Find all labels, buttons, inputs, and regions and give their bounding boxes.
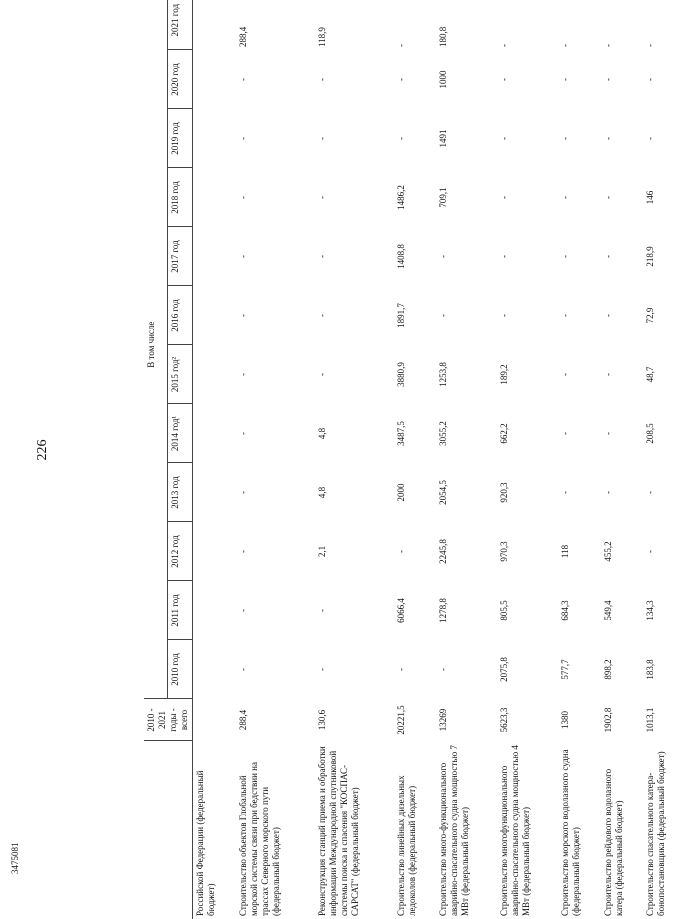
cell-value: - <box>394 0 437 50</box>
table-row <box>436 0 497 919</box>
cell-value: 2054,5 <box>436 463 497 522</box>
funding-table-rotated <box>144 52 669 919</box>
row-label: Строительство многофункционального аварийно-спасательного судна мощностью 4 МВт (федеральный бюджет) <box>497 741 558 919</box>
cell-value: - <box>601 463 644 522</box>
header-year: 2014 год¹ <box>168 404 193 463</box>
row-label: Строительство морского водолазного судна (федеральный бюджет) <box>558 741 601 919</box>
header-year: 2016 год <box>168 286 193 345</box>
cell-value: - <box>236 168 315 227</box>
cell-value: - <box>601 227 644 286</box>
cell-value: - <box>394 522 437 581</box>
cell-value: - <box>558 404 601 463</box>
table-row <box>394 0 437 919</box>
row-total: 5623,3 <box>497 699 558 741</box>
cell-value: - <box>236 522 315 581</box>
row-label: Реконструкция станций приема и обработки информации Международной спутниковой системы поиска и спасения "КОСПАС-САРСАТ" (федеральный бюджет) <box>315 741 394 919</box>
cell-value <box>193 168 237 227</box>
header-row-group <box>144 0 168 919</box>
header-year: 2018 год <box>168 168 193 227</box>
header-year: 2011 год <box>168 581 193 640</box>
cell-value: - <box>315 50 394 109</box>
header-total: 2010 - 2021 годы - всего <box>144 699 193 741</box>
cell-value: - <box>558 50 601 109</box>
header-year: 2021 год <box>168 0 193 50</box>
cell-value: - <box>558 109 601 168</box>
cell-value: 1408,8 <box>394 227 437 286</box>
cell-value: - <box>236 109 315 168</box>
cell-value: - <box>315 581 394 640</box>
cell-value: - <box>394 109 437 168</box>
cell-value <box>193 463 237 522</box>
row-total: 1902,8 <box>601 699 644 741</box>
row-total: 13269 <box>436 699 497 741</box>
cell-value: - <box>601 0 644 50</box>
cell-value: 920,3 <box>497 463 558 522</box>
cell-value: 1278,8 <box>436 581 497 640</box>
cell-value: - <box>497 286 558 345</box>
cell-value: - <box>315 345 394 404</box>
cell-value: - <box>558 0 601 50</box>
cell-value: 48,7 <box>643 345 686 404</box>
cell-value: - <box>315 640 394 699</box>
cell-value: - <box>558 345 601 404</box>
table-body <box>193 0 686 919</box>
document-code: 3475081 <box>8 826 22 874</box>
row-label: Строительство линейных дизельных ледоколов (федеральный бюджет) <box>394 741 437 919</box>
cell-value <box>193 227 237 286</box>
header-corner-cell <box>144 741 193 919</box>
cell-value: - <box>236 286 315 345</box>
cell-value: 218,9 <box>643 227 686 286</box>
cell-value: - <box>601 345 644 404</box>
cell-value: 72,9 <box>643 286 686 345</box>
row-label: Строительство спасательного катера-бонопостановщика (федеральный бюджет) <box>643 741 686 919</box>
cell-value: - <box>315 168 394 227</box>
cell-value: - <box>436 640 497 699</box>
table-row <box>558 0 601 919</box>
cell-value: - <box>643 463 686 522</box>
cell-value: - <box>315 227 394 286</box>
cell-value: - <box>601 404 644 463</box>
table-row <box>236 0 315 919</box>
header-year: 2019 год <box>168 109 193 168</box>
cell-value: - <box>643 109 686 168</box>
cell-value: 189,2 <box>497 345 558 404</box>
table-row <box>601 0 644 919</box>
cell-value: 2000 <box>394 463 437 522</box>
cell-value: - <box>497 227 558 286</box>
header-year: 2017 год <box>168 227 193 286</box>
cell-value: - <box>236 640 315 699</box>
cell-value: 3487,5 <box>394 404 437 463</box>
cell-value <box>193 0 237 50</box>
header-subgroup: В том числе <box>144 0 168 699</box>
cell-value: - <box>236 404 315 463</box>
cell-value: 134,3 <box>643 581 686 640</box>
cell-value: 2075,8 <box>497 640 558 699</box>
cell-value: - <box>497 50 558 109</box>
cell-value <box>193 345 237 404</box>
cell-value: 1253,8 <box>436 345 497 404</box>
cell-value: - <box>236 50 315 109</box>
table-row <box>193 0 237 919</box>
cell-value <box>193 581 237 640</box>
cell-value: - <box>601 286 644 345</box>
cell-value: 288,4 <box>236 0 315 50</box>
cell-value: - <box>558 227 601 286</box>
cell-value: 805,5 <box>497 581 558 640</box>
cell-value: - <box>436 227 497 286</box>
cell-value <box>193 286 237 345</box>
cell-value: 898,2 <box>601 640 644 699</box>
cell-value: - <box>236 227 315 286</box>
cell-value: 6066,4 <box>394 581 437 640</box>
cell-value <box>193 404 237 463</box>
row-total: 20221,5 <box>394 699 437 741</box>
header-year: 2020 год <box>168 50 193 109</box>
cell-value: 2,1 <box>315 522 394 581</box>
header-year: 2010 год <box>168 640 193 699</box>
cell-value <box>193 50 237 109</box>
cell-value: 3055,2 <box>436 404 497 463</box>
cell-value: 118 <box>558 522 601 581</box>
cell-value: 3880,9 <box>394 345 437 404</box>
cell-value <box>193 522 237 581</box>
cell-value: 4,8 <box>315 404 394 463</box>
cell-value: 183,8 <box>643 640 686 699</box>
cell-value: - <box>497 168 558 227</box>
cell-value: 549,4 <box>601 581 644 640</box>
row-label: Строительство объектов Глобальной морской системы связи при бедствии на трассах Северного морского пути (федеральный бюджет) <box>236 741 315 919</box>
cell-value: 1000 <box>436 50 497 109</box>
cell-value: 4,8 <box>315 463 394 522</box>
header-year: 2012 год <box>168 522 193 581</box>
row-total: 288,4 <box>236 699 315 741</box>
cell-value: - <box>497 0 558 50</box>
table-row <box>315 0 394 919</box>
cell-value: - <box>601 168 644 227</box>
row-total: 1380 <box>558 699 601 741</box>
cell-value: - <box>558 168 601 227</box>
row-total <box>193 699 237 741</box>
cell-value: - <box>436 286 497 345</box>
page-number: 226 <box>30 437 64 463</box>
header-year: 2015 год² <box>168 345 193 404</box>
cell-value: 1491 <box>436 109 497 168</box>
cell-value: - <box>497 109 558 168</box>
header-year: 2013 год <box>168 463 193 522</box>
cell-value: 146 <box>643 168 686 227</box>
cell-value: - <box>643 0 686 50</box>
row-label: Строительство рейдового водолазного катера (федеральный бюджет) <box>601 741 644 919</box>
funding-table <box>144 0 686 919</box>
cell-value: 180,8 <box>436 0 497 50</box>
cell-value: - <box>558 463 601 522</box>
cell-value: 684,3 <box>558 581 601 640</box>
cell-value: - <box>315 109 394 168</box>
cell-value: - <box>601 109 644 168</box>
cell-value: 208,5 <box>643 404 686 463</box>
cell-value: - <box>643 50 686 109</box>
row-label: Строительство много-функционального аварийно-спасательного судна мощностью 7 МВт (федеральный бюджет) <box>436 741 497 919</box>
cell-value: 118,9 <box>315 0 394 50</box>
cell-value: - <box>236 345 315 404</box>
cell-value: 970,3 <box>497 522 558 581</box>
cell-value: 455,2 <box>601 522 644 581</box>
cell-value: - <box>558 286 601 345</box>
cell-value: 1486,2 <box>394 168 437 227</box>
cell-value: 577,7 <box>558 640 601 699</box>
cell-value: - <box>601 50 644 109</box>
row-label: Российской Федерации (федеральный бюджет) <box>193 741 237 919</box>
cell-value <box>193 109 237 168</box>
cell-value: 662,2 <box>497 404 558 463</box>
cell-value: 2245,8 <box>436 522 497 581</box>
cell-value: - <box>236 581 315 640</box>
row-total: 1013,1 <box>643 699 686 741</box>
cell-value: - <box>643 522 686 581</box>
cell-value: 709,1 <box>436 168 497 227</box>
table-row <box>497 0 558 919</box>
cell-value: - <box>315 286 394 345</box>
cell-value <box>193 640 237 699</box>
row-total: 130,6 <box>315 699 394 741</box>
table-row <box>643 0 686 919</box>
cell-value: - <box>394 50 437 109</box>
cell-value: 1891,7 <box>394 286 437 345</box>
cell-value: - <box>394 640 437 699</box>
cell-value: - <box>236 463 315 522</box>
